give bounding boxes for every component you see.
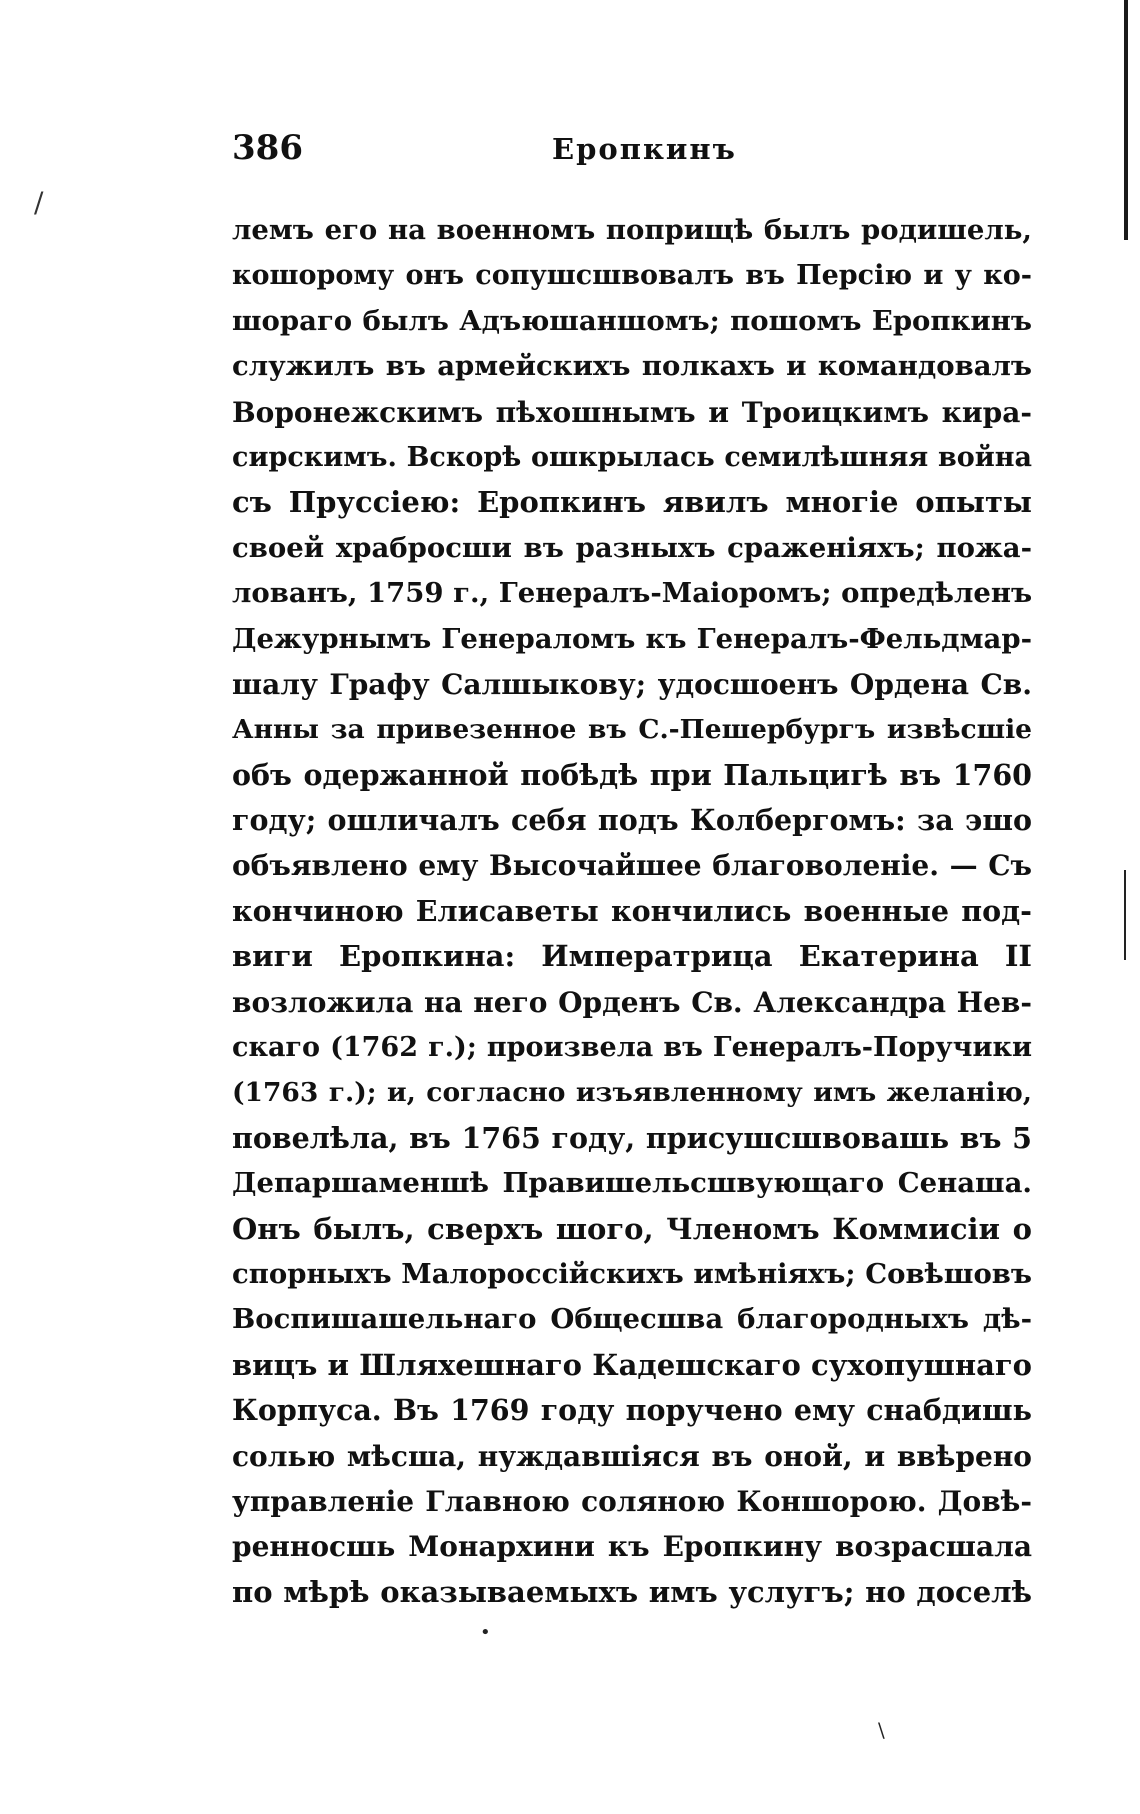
page-number: 386 <box>232 128 303 168</box>
text-line: Депаршаменшѣ Правишельсшвующаго Сенаша. <box>232 1167 1032 1200</box>
text-line: кончиною Елисаветы кончились военные под- <box>232 893 1032 928</box>
text-line: ренносшь Монархини къ Еропкину возрасшала <box>232 1530 1032 1564</box>
text-line: Анны за привезенное въ С.-Пешербургъ извѣсшіе <box>232 714 1032 746</box>
text-line: шалу Графу Салшыкову; удосшоенъ Ордена Св. <box>232 667 1032 701</box>
text-line: солью мѣсша, нуждавшіяся въ оной, и ввѣрено <box>232 1439 1032 1473</box>
running-title: Еропкинъ <box>552 132 737 166</box>
margin-mark: / <box>34 186 44 219</box>
text-line: по мѣрѣ оказываемыхъ имъ услугъ; но доселѣ <box>232 1574 1032 1609</box>
text-line: объ одержанной побѣдѣ при Пальцигѣ въ 1760 <box>232 757 1032 792</box>
scan-edge-shadow-lower <box>1124 870 1126 960</box>
text-line: объявлено ему Высочайшее благоволеніе. — Съ <box>232 849 1032 883</box>
text-line: шораго былъ Адъюшаншомъ; пошомъ Еропкинъ <box>232 304 1032 337</box>
text-line: управленіе Главною соляною Коншорою. Довѣ- <box>232 1484 1032 1518</box>
text-line: виги Еропкина: Императрица Екатерина II <box>232 939 1032 974</box>
text-line: кошорому онъ сопушсшвовалъ въ Персію и у ко- <box>232 260 1032 292</box>
text-line: служилъ въ армейскихъ полкахъ и командовалъ <box>232 350 1032 383</box>
text-line: Дежурнымъ Генераломъ къ Генералъ-Фельдмар- <box>232 622 1032 655</box>
text-line: повелѣла, въ 1765 году, присушсшвовашь въ 5 <box>232 1120 1032 1155</box>
text-line: (1763 г.); и, согласно изъявленному имъ желанію, <box>232 1077 1032 1109</box>
text-line: скаго (1762 г.); произвела въ Генералъ-Поручики <box>232 1032 1032 1064</box>
text-line: вицъ и Шляхешнаго Кадешскаго сухопушнаго <box>232 1347 1032 1382</box>
text-line: лованъ, 1759 г., Генералъ-Маіоромъ; опредѣленъ <box>232 577 1032 610</box>
ink-speck: • <box>480 1622 491 1643</box>
text-line: съ Пруссіею: Еропкинъ явилъ многіе опыты <box>232 485 1032 520</box>
text-line: возложила на него Орденъ Св. Александра Нев- <box>232 985 1032 1019</box>
page-header <box>232 128 1032 178</box>
body-text <box>232 208 1032 1615</box>
text-line: Воронежскимъ пѣхошнымъ и Троицкимъ кира- <box>232 395 1032 429</box>
text-line: Корпуса. Въ 1769 году поручено ему снабдишь <box>232 1393 1032 1428</box>
text-line: сирскимъ. Вскорѣ ошкрылась семилѣшняя война <box>232 441 1032 473</box>
text-line: лемъ его на военномъ поприщѣ былъ родишель, <box>232 214 1032 246</box>
text-line: Воспишашельнаго Общесшва благородныхъ дѣ- <box>232 1303 1032 1336</box>
text-line: Онъ былъ, сверхъ шого, Членомъ Коммисіи о <box>232 1211 1032 1246</box>
text-line: своей храбросши въ разныхъ сраженіяхъ; пожа- <box>232 531 1032 564</box>
text-line: спорныхъ Малороссійскихъ имѣніяхъ; Совѣшовъ <box>232 1257 1032 1290</box>
scan-edge-shadow <box>1124 0 1128 240</box>
ink-speck: \ <box>878 1718 885 1742</box>
text-line: году; ошличалъ себя подъ Колбергомъ: за эшо <box>232 803 1032 838</box>
